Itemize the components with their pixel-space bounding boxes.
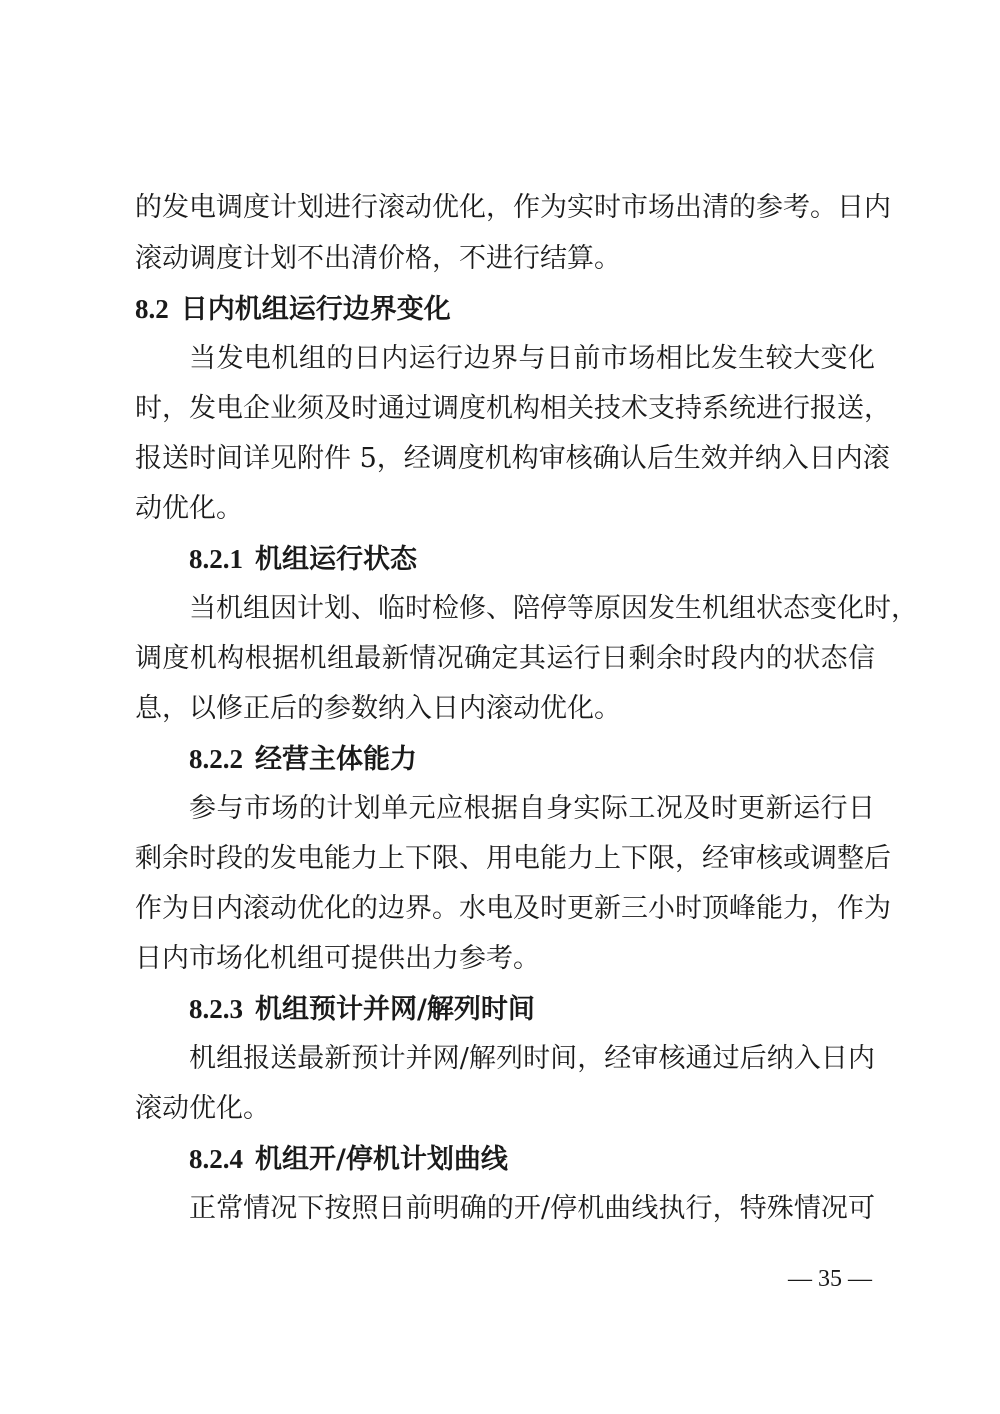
page-number: — 35 —	[788, 1266, 872, 1292]
paragraph-line: 参与市场的计划单元应根据自身实际工况及时更新运行日	[189, 793, 875, 824]
section-title: 机组开/停机计划曲线	[255, 1144, 508, 1175]
section-heading-8-2-1	[189, 541, 417, 578]
paragraph-line: 滚动优化。	[135, 1093, 270, 1124]
paragraph-line: 动优化。	[135, 493, 243, 524]
section-heading-8-2-2	[189, 741, 417, 778]
paragraph-line: 调度机构根据机组最新情况确定其运行日剩余时段内的状态信	[135, 643, 875, 674]
paragraph-line: 当机组因计划、临时检修、陪停等原因发生机组状态变化时，	[189, 593, 918, 624]
section-title: 机组预计并网/解列时间	[255, 994, 535, 1025]
paragraph-line: 作为日内滚动优化的边界。水电及时更新三小时顶峰能力，作为	[135, 893, 891, 924]
paragraph-line: 报送时间详见附件 5，经调度机构审核确认后生效并纳入日内滚	[135, 443, 890, 474]
paragraph-line: 息，以修正后的参数纳入日内滚动优化。	[135, 693, 621, 724]
paragraph-line: 当发电机组的日内运行边界与日前市场相比发生较大变化	[189, 343, 875, 374]
paragraph-line: 的发电调度计划进行滚动优化，作为实时市场出清的参考。日内	[135, 192, 891, 223]
section-title: 机组运行状态	[255, 544, 417, 575]
paragraph-line: 日内市场化机组可提供出力参考。	[135, 943, 540, 974]
section-heading-8-2-4	[189, 1141, 508, 1178]
section-title: 日内机组运行边界变化	[180, 294, 451, 325]
section-number: 8.2.1	[189, 544, 243, 574]
section-number: 8.2.2	[189, 744, 243, 774]
paragraph-line: 正常情况下按照日前明确的开/停机曲线执行，特殊情况可	[189, 1193, 875, 1224]
section-number: 8.2.3	[189, 994, 243, 1024]
paragraph-line: 机组报送最新预计并网/解列时间，经审核通过后纳入日内	[189, 1043, 875, 1074]
paragraph-line: 时，发电企业须及时通过调度机构相关技术支持系统进行报送，	[135, 393, 891, 424]
paragraph-line: 滚动调度计划不出清价格，不进行结算。	[135, 243, 621, 274]
section-heading-8-2-3	[189, 991, 535, 1028]
section-title: 经营主体能力	[255, 744, 417, 775]
section-number: 8.2.4	[189, 1144, 243, 1174]
section-number: 8.2	[135, 294, 169, 324]
section-heading-8-2	[135, 291, 451, 328]
paragraph-line: 剩余时段的发电能力上下限、用电能力上下限，经审核或调整后	[135, 843, 891, 874]
